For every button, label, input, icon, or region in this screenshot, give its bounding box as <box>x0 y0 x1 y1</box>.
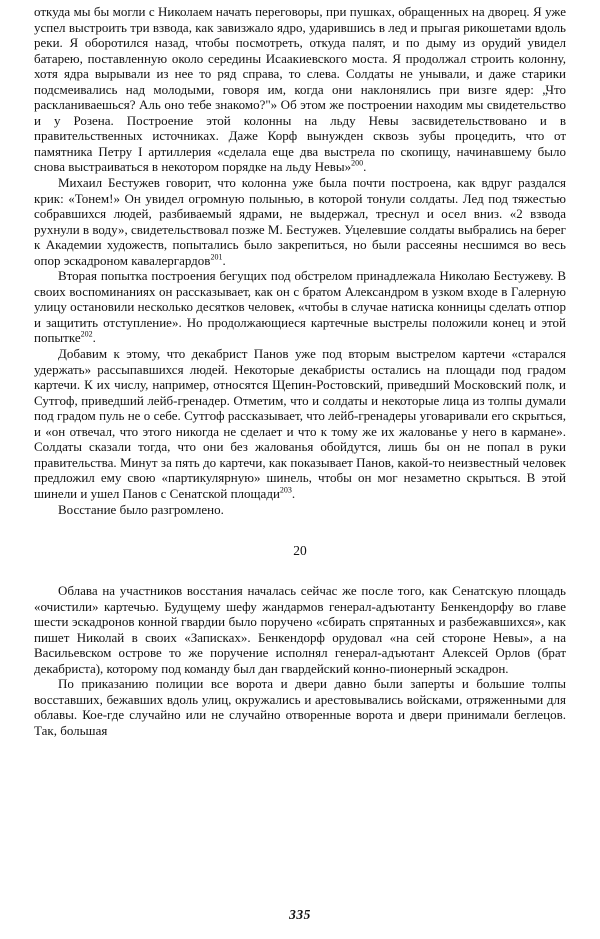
paragraph-4: Добавим к этому, что декабрист Панов уже под вторым выстрелом картечи «старался удержать» рассыпавшихся людей. Некоторые декабристы остались на площади под градом картечи. К их числу, например, относятся Щепин-Ростовский, приведший Московский полк, и Сутгоф, приведший лейб-гренадер. Отметим, что и солдаты и некоторые лица из толпы думали под градом пуль не о себе. Сутгоф рассказывает, что лейб-гренадеры уговаривали его скрыться, и «он отвечал, что этого никогда не сделает и что к тому же их жалованье у него в кармане». Солдаты сказали тогда, что они без жалованья обойдутся, лишь бы он не попал в руки правительства. Минут за пять до картечи, как показывает Панов, какой-то неизвестный человек предложил ему свою «партикулярную» шинель, чтобы он мог незаметно скрыться. В этой шинели и ушел Панов с Сенатской площади$^{203}$. <box>34 346 566 501</box>
paragraph-3-text: Вторая попытка построения бегущих под обстрелом принадлежала Николаю Бестужеву. В своих воспоминаниях он рассказывает, как он с братом Александром в узком входе в Галерную улицу остановили несколько десятков человек, «чтобы в случае натиска конницы сделать отпор и защитить отступление». Но продолжающиеся картечные выстрелы положили конец и этой попытке <box>34 268 566 346</box>
footnote-ref-203[interactable]: 203 <box>279 485 292 495</box>
paragraph-6 <box>34 583 566 676</box>
paragraph-5 <box>34 502 566 518</box>
paragraph-2: Михаил Бестужев говорит, что колонна уже была почти построена, как вдруг раздался крик: «Тонем!» Он увидел огромную полынью, в которой тонули солдаты. Лед под тяжестью собравшихся людей, разбиваемый ядрами, не выдержал, треснул и осел вниз. «2 взвода рухнули в воду», свидетельствовал позже М. Бестужев. Уцелевшие солдаты выбрались на берег к Академии художеств, попытались было закрепиться, но были рассеяны несшимся во весь опор эскадроном кавалергардов$^{201}$. <box>34 175 566 268</box>
paragraph-1: откуда мы бы могли с Николаем начать переговоры, при пушках, обращенных на дворец. Я уже успел выстроить три взвода, как завизжало ядро, ударившись в лед и прыгая рикошетами вдоль реки. Я оборотился назад, чтобы посмотреть, откуда палят, и по дыму из орудий увидел батарею, поставленную около середины Исаакиевского моста. Я продолжал строить колонну, хотя ядра вырывали из нее то ряд справа, то слева. Солдаты не унывали, и даже старики подсмеивались над молодыми, говоря им, когда они наклонялись при визге ядер: „Что раскланиваешься? Аль оно тебе знакомо?"» Об этом же построении находим мы свидетельство и у Розена. Построение этой колонны на льду Невы засвидетельствовано и в правительственных источниках. Даже Корф вынужден сквозь зубы процедить, что от памятника Петру I артиллерия «сделала еще два выстрела по скопищу, начинавшему было снова выстраиваться в некотором порядке на льду Невы»$^{200}$. <box>34 4 566 175</box>
footnote-ref-201[interactable]: 201 <box>210 252 223 262</box>
paragraph-7 <box>34 676 566 738</box>
paragraph-7-text: По приказанию полиции все ворота и двери давно были заперты и большие толпы восставших, бежавших вдоль улиц, окружались и арестовывались войсками, отряженными для облавы. Кое-где случайно или не случайно отворенные ворота и двери принимали беглецов. Так, большая <box>34 676 566 738</box>
paragraph-6-text: Облава на участников восстания началась сейчас же после того, как Сенатскую площадь «очистили» картечью. Будущему шефу жандармов генерал-адъютанту Бенкендорфу во главе шести эскадронов конной гвардии было поручено «сбирать спрятанных и разбежавшихся», как пишет Николай в своих «Записках». Бенкендорф орудовал «на сей стороне Невы», а на Васильевском острове то же поручение исполнял генерал-адъютант Алексей Орлов (брат декабриста), которому под команду был дан гвардейский конно-пионерный эскадрон. <box>34 583 566 676</box>
paragraph-1-text: откуда мы бы могли с Николаем начать переговоры, при пушках, обращенных на дворец. Я уже успел выстроить три взвода, как завизжало ядро, ударившись в лед и прыгая рикошетами вдоль реки. Я оборотился назад, чтобы посмотреть, откуда палят, и по дыму из орудий увидел батарею, поставленную около середины Исаакиевского моста. Я продолжал строить колонну, хотя ядра вырывали из нее то ряд справа, то слева. Солдаты не унывали, и даже старики подсмеивались над молодыми, говоря им, когда они наклонялись при визге ядер: „Что раскланиваешься? Аль оно тебе знакомо?"» Об этом же построении находим мы свидетельство и у Розена. Построение этой колонны на льду Невы засвидетельствовано и в правительственных источниках. Даже Корф вынужден сквозь зубы процедить, что от памятника Петру I артиллерия «сделала еще два выстрела по скопищу, начинавшему было снова выстраиваться в некотором порядке на льду Невы» <box>34 4 566 175</box>
document-page <box>34 4 566 934</box>
text-block-after <box>34 583 566 738</box>
paragraph-2-text: Михаил Бестужев говорит, что колонна уже была почти построена, как вдруг раздался крик: «Тонем!» Он увидел огромную полынью, в которой тонули солдаты. Лед под тяжестью собравшихся людей, разбиваемый ядрами, не выдержал, треснул и осел вниз. «2 взвода рухнули в воду», свидетельствовал позже М. Бестужев. Уцелевшие солдаты выбрались на берег к Академии художеств, попытались было закрепиться, но были рассеяны несшимся во весь опор эскадроном кавалергардов <box>34 175 566 268</box>
paragraph-4-text: Добавим к этому, что декабрист Панов уже под вторым выстрелом картечи «старался удержать» рассыпавшихся людей. Некоторые декабристы остались на площади под градом картечи. К их числу, например, относятся Щепин-Ростовский, приведший Московский полк, и Сутгоф, приведший лейб-гренадер. Отметим, что и солдаты и некоторые лица из толпы думали под градом пуль не о себе. Сутгоф рассказывает, что лейб-гренадеры уговаривали его скрыться, и «он отвечал, что этого никогда не сделает и что к тому же их жалованье у него в кармане». Солдаты сказали тогда, что они без жалованья обойдутся, лишь бы он не попал в руки правительства. Минут за пять до картечи, как показывает Панов, какой-то неизвестный человек предложил ему свою «партикулярную» шинель, чтобы он мог незаметно скрыться. В этой шинели и ушел Панов с Сенатской площади <box>34 346 566 501</box>
paragraph-5-text: Восстание было разгромлено. <box>58 501 224 517</box>
paragraph-3: Вторая попытка построения бегущих под обстрелом принадлежала Николаю Бестужеву. В своих воспоминаниях он рассказывает, как он с братом Александром в узком входе в Галерную улицу остановили несколько десятков человек, «чтобы в случае натиска конницы сделать отпор и защитить отступление». Но продолжающиеся картечные выстрелы положили конец и этой попытке$^{202}$. <box>34 268 566 346</box>
text-block-before <box>34 4 566 517</box>
footnote-ref-202[interactable]: 202 <box>80 330 93 340</box>
page-number: 335 <box>289 907 311 922</box>
section-number: 20 <box>293 543 307 559</box>
footnote-ref-200[interactable]: 200 <box>351 159 364 169</box>
